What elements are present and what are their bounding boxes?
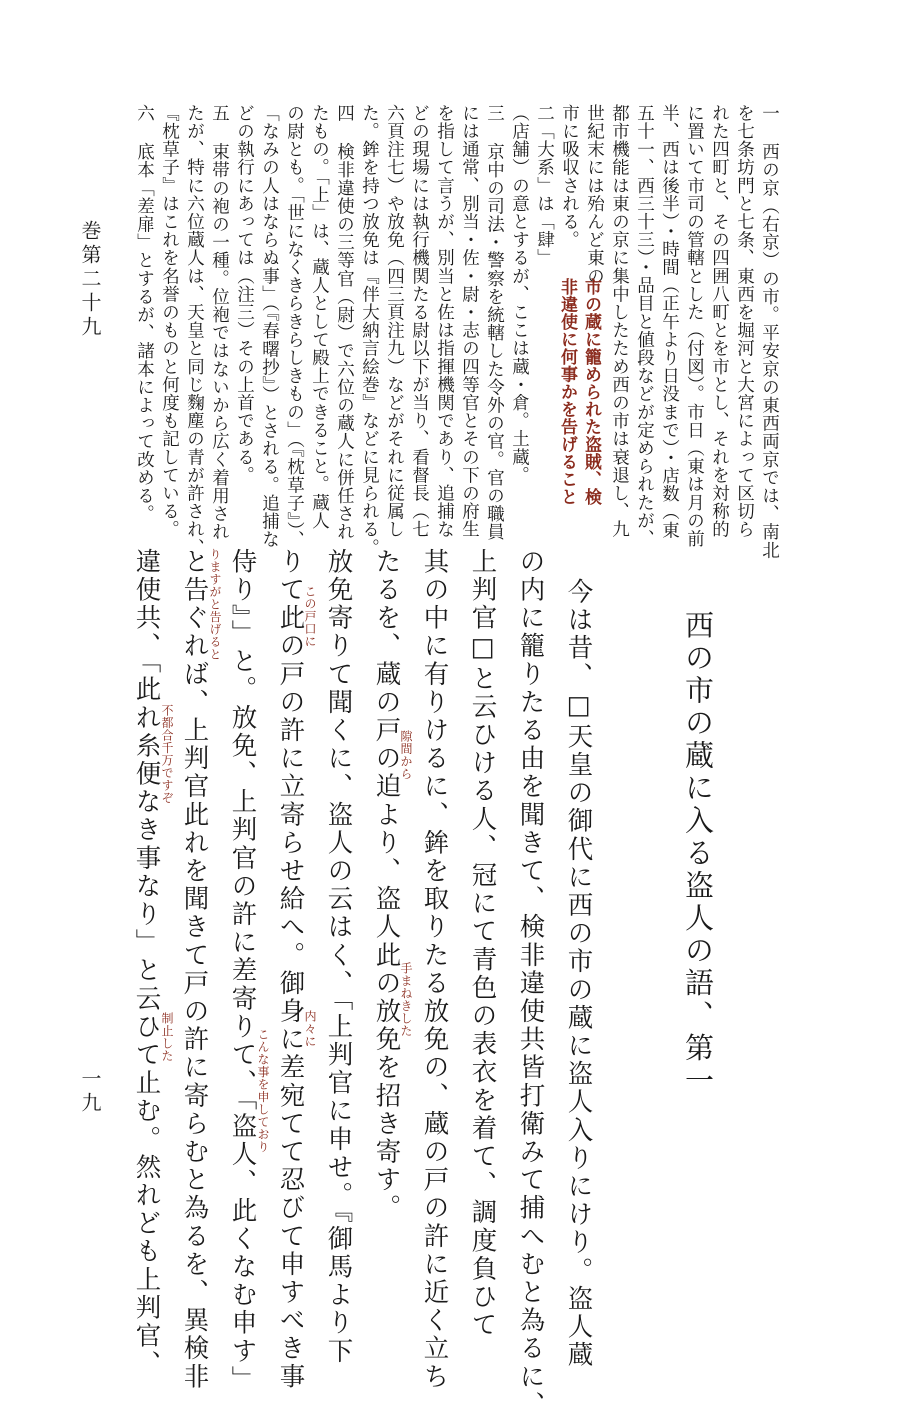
story-line: りて此の戸の許に立寄らせ給へ。御身に差宛てて忍びて申すべき事 [275, 548, 306, 1391]
note-line: の尉とも。「世になくきらきらしきもの」（『枕草子』）、 [284, 104, 305, 549]
note-line: 『枕草子』はこれを名誉のものと何度も記している。 [159, 104, 180, 539]
gloss: 隙間から [399, 730, 413, 780]
note-line: 都市機能は東の京に集中したため西の市は衰退し、九 [609, 104, 630, 539]
note-line: を指して言うが、別当と佐は指揮機関であり、追捕な [434, 104, 455, 539]
note-line: 世紀末には殆んど東の [584, 104, 605, 285]
gloss: 不都合千万ですぞ [160, 704, 174, 804]
story-line: 其の中に有りけるに、鉾を取りたる放免の、蔵の戸の許に近く立ち [419, 548, 450, 1391]
note-line: には通常、別当・佐・尉・志の四等官とその下の府生 [459, 104, 480, 539]
note-line: た。鉾を持つ放免は『伴大納言絵巻』などに見られる。 [359, 104, 380, 557]
gloss: 手まねきした [399, 962, 413, 1037]
story-line: たるを、蔵の戸の迫より、盗人此の放免を招き寄す。 [371, 548, 402, 1223]
story-line: 侍り』」と。放免、上判官の許に差寄りて、「盗人、此くなむ申す」 [227, 548, 258, 1394]
note-line: 五十一、西三十三）・品目と値段などが定められたが、 [634, 104, 655, 548]
volume-label: 巻第二十九 [78, 220, 102, 340]
note-line: 一 西の京（右京）の市。平安京の東西両京では、南北 [759, 104, 780, 559]
gloss: りますがと告げると [208, 548, 222, 661]
story-line: の内に籠りたる由を聞きて、検非違使共皆打衛みて捕へむと為るに、 [515, 548, 546, 1419]
note-line: どの現場には執行機関たる尉以下が当り、看督長（七 [409, 104, 430, 539]
note-line: 「なみの人はならぬ事」（『春曙抄』）とされる。追捕な [259, 104, 280, 549]
note-line: 六頁注七）や放免（四三頁注九）などがそれに従属し [384, 104, 405, 539]
note-line: 四 検非違使の三等官（尉）で六位の蔵人に併任され [334, 104, 355, 541]
story-line: 違使共、「此れ糸便なき事なり」と云ひて止む。然れども上判官、 [131, 548, 162, 1379]
note-line: 市に吸収される。 [559, 104, 580, 249]
gloss: 内々に [303, 1010, 317, 1048]
note-line: （店舗）の意とするが、ここは蔵・倉。土蔵。 [509, 104, 530, 485]
story-line: 今は昔、□天皇の御代に西の市の蔵に盗人入りにけり。盗人蔵 [563, 578, 594, 1370]
note-line: たが、特に六位蔵人は、天皇と同じ麴塵の青が許され、 [184, 104, 205, 557]
story-line: 放免寄りて聞くに、盗人の云はく、「上判官に申せ。『御馬より下 [323, 548, 354, 1366]
note-line: たもの。「上」は、蔵人として殿上できること。蔵人 [309, 104, 330, 530]
gloss: この戸口に [303, 585, 317, 648]
note-line: に置いて市司の管轄とした（付図）。市日（東は月の前 [684, 104, 705, 548]
gloss: こんな事を申しており [256, 1028, 270, 1153]
note-line: 五 束帯の袍の一種。位袍ではないから広く着用され [209, 104, 230, 541]
headnote-line: 非違使に何事かを告げること [557, 278, 577, 506]
story-line: 上判官□と云ひける人、冠にて青色の表衣を着て、調度負ひて [467, 548, 498, 1340]
story-line: と告ぐれば、上判官此れを聞きて戸の許に寄らむと為るを、異検非 [179, 548, 210, 1391]
note-line: 三 京中の司法・警察を統轄した令外の官。官の職員 [484, 104, 505, 541]
note-line: 六 底本「差扉」とするが、諸本によって改める。 [134, 104, 155, 523]
story-title: 西の市の蔵に入る盗人の語、第一 [681, 610, 715, 1098]
note-line: 二「大系」は「肆」 [534, 104, 555, 267]
gloss: 制止した [160, 1012, 174, 1062]
headnote-line: 市の蔵に籠められた盗賊、検 [581, 278, 601, 506]
note-line: れた四町と、その四囲八町とを市とし、それを対称的 [709, 104, 730, 539]
note-line: どの執行にあっては（注三）その上首である。 [234, 104, 255, 485]
page-number: 一九 [78, 1068, 102, 1116]
note-line: を七条坊門と七条、東西を堀河と大宮によって区切ら [734, 104, 755, 539]
note-line: 半、西は後半）・時間（正午より日没まで）・店数（東 [659, 104, 680, 539]
